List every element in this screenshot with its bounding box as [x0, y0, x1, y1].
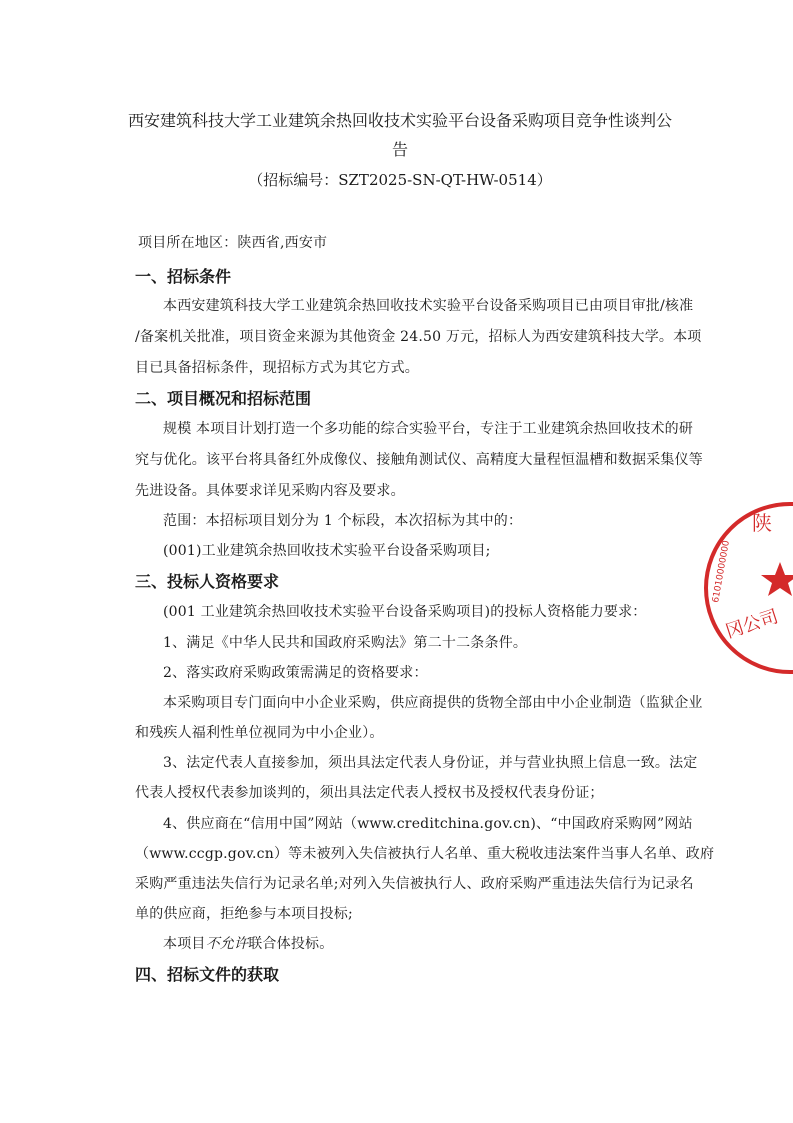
paragraph-line: 本西安建筑科技大学工业建筑余热回收技术实验平台设备采购项目已由项目审批/核准 [163, 298, 694, 314]
paragraph-line: 4、供应商在“信用中国”网站（www.creditchina.gov.cn)、“中国政府采购网”网站 [163, 816, 693, 832]
paragraph-line: 目已具备招标条件，现招标方式为其它方式。 [135, 360, 419, 376]
section-4-heading: 四、招标文件的获取 [135, 965, 280, 984]
paragraph-line: （www.ccgp.gov.cn）等未被列入失信被执行人名单、重大税收违法案件当事人名单、政府 [135, 846, 715, 862]
joint-bid-prefix: 本项目 [163, 936, 206, 952]
doc-title-line2: 告 [391, 140, 408, 159]
section-3-heading: 三、投标人资格要求 [135, 572, 280, 591]
project-region: 项目所在地区：陕西省,西安市 [138, 235, 328, 251]
paragraph-line: 1、满足《中华人民共和国政府采购法》第二十二条条件。 [163, 635, 528, 651]
paragraph-line: 单的供应商，拒绝参与本项目投标; [135, 906, 353, 922]
joint-bid-line [163, 935, 333, 953]
paragraph-line: 2、落实政府采购政策需满足的资格要求： [163, 665, 428, 681]
paragraph-line: 代表人授权代表参加谈判的，须出具法定代表人授权书及授权代表身份证； [135, 785, 604, 801]
section-2-heading: 二、项目概况和招标范围 [135, 389, 312, 408]
paragraph-line: 3、法定代表人直接参加，须出具法定代表人身份证，并与营业执照上信息一致。法定 [163, 755, 698, 771]
doc-title-line1: 西安建筑科技大学工业建筑余热回收技术实验平台设备采购项目竞争性谈判公 [127, 111, 672, 130]
paragraph-line: 采购严重违法失信行为记录名单;对列入失信被执行人、政府采购严重违法失信行为记录名 [135, 876, 694, 892]
paragraph-line: 和残疾人福利性单位视同为中小企业）。 [135, 725, 384, 741]
paragraph-line: 范围：本招标项目划分为 1 个标段，本次招标为其中的： [163, 513, 523, 529]
company-seal [700, 498, 793, 678]
joint-bid-emphasis: 不允许 [205, 936, 249, 952]
seal-edge-code: 61010000000 [711, 539, 732, 604]
section-1-heading: 一、招标条件 [135, 267, 232, 286]
joint-bid-suffix: 联合体投标。 [248, 936, 334, 952]
doc-tender-code: （招标编号：SZT2025-SN-QT-HW-0514） [248, 171, 552, 189]
paragraph-line: 先进设备。具体要求详见采购内容及要求。 [135, 483, 405, 499]
paragraph-line: 究与优化。该平台将具备红外成像仪、接触角测试仪、高精度大量程恒温槽和数据采集仪等 [135, 452, 703, 468]
paragraph-line: (001)工业建筑余热回收技术实验平台设备采购项目; [163, 543, 491, 559]
seal-star-icon [761, 562, 793, 596]
seal-text-bottom: 冈公司 [723, 606, 781, 643]
paragraph-line: /备案机关批准，项目资金来源为其他资金 24.50 万元，招标人为西安建筑科技大学。本项 [135, 329, 702, 345]
seal-text-top: 陕 [752, 511, 772, 535]
paragraph-line: 规模 本项目计划打造一个多功能的综合实验平台，专注于工业建筑余热回收技术的研 [163, 421, 694, 437]
paragraph-line: (001 工业建筑余热回收技术实验平台设备采购项目)的投标人资格能力要求： [163, 604, 647, 620]
paragraph-line: 本采购项目专门面向中小企业采购，供应商提供的货物全部由中小企业制造（监狱企业 [163, 695, 703, 711]
